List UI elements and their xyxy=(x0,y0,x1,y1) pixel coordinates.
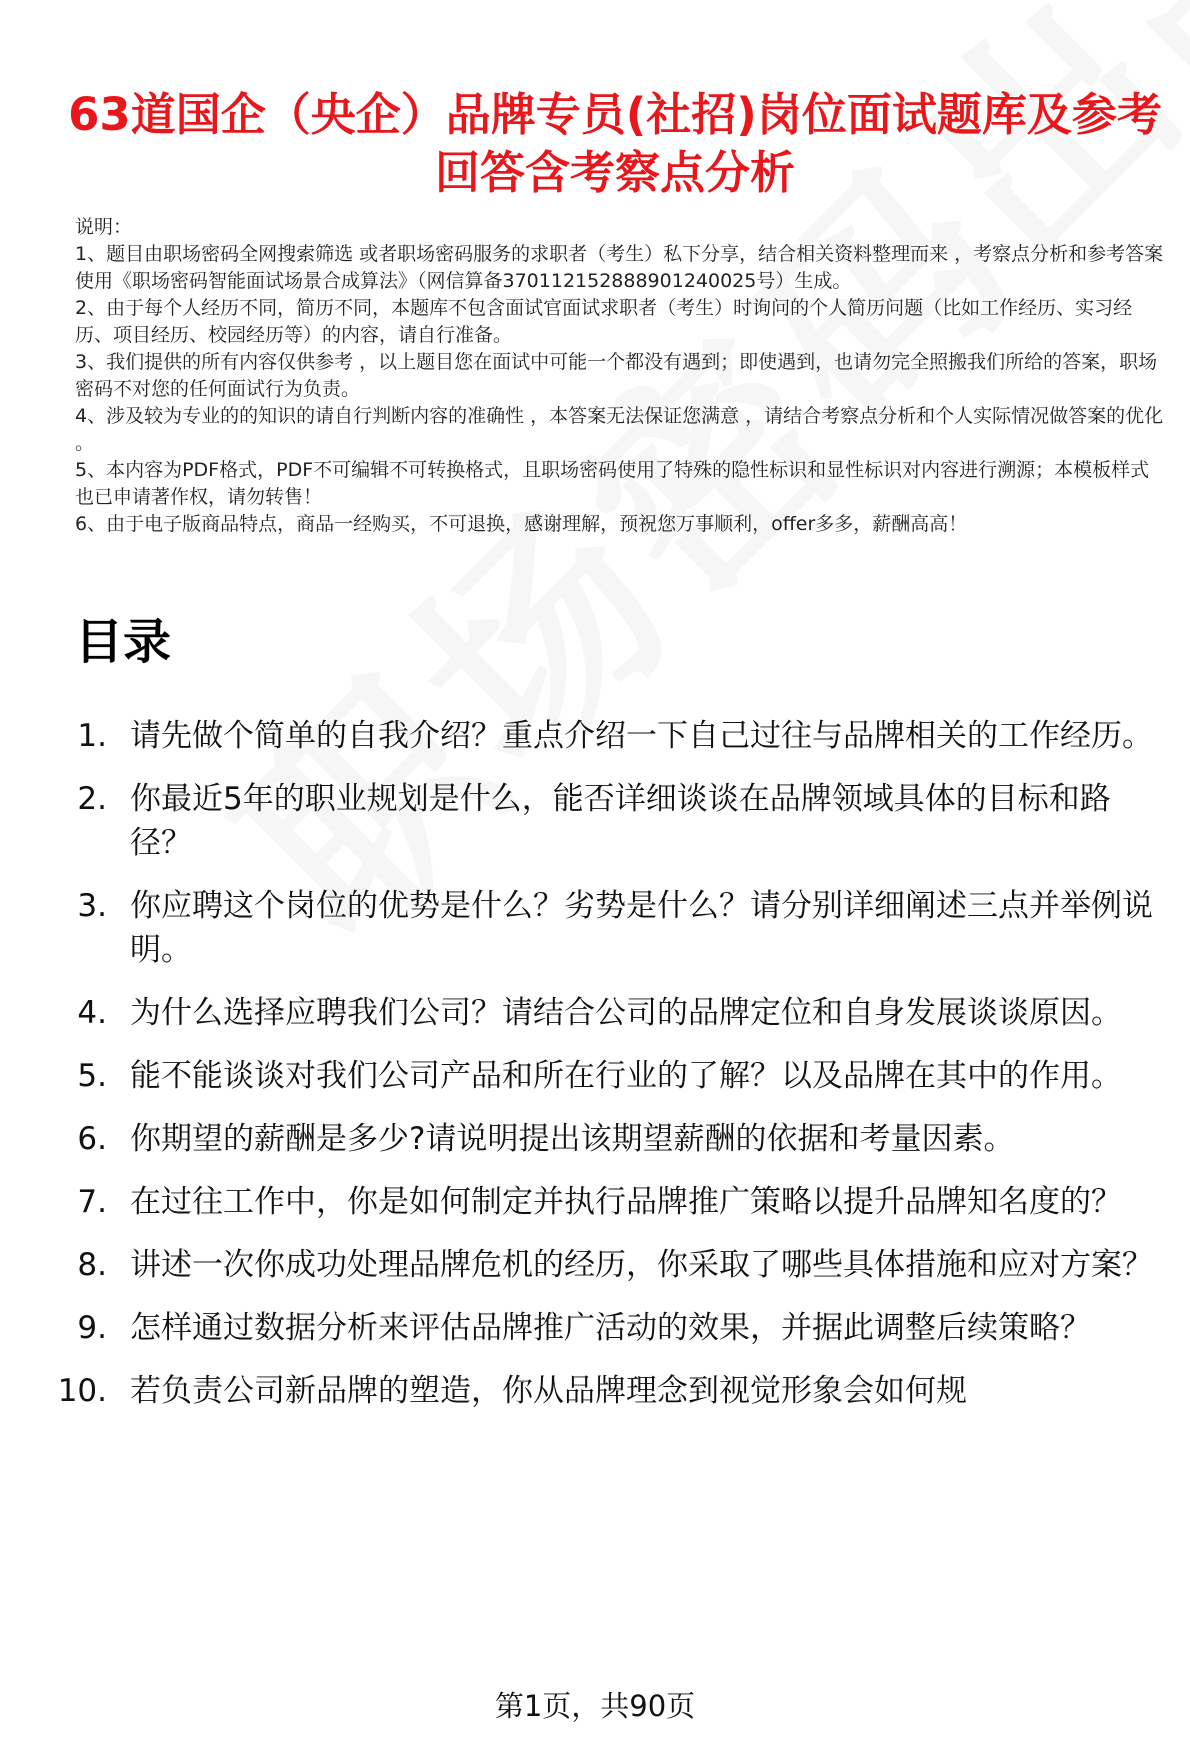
toc-item-number: 2. xyxy=(77,781,107,817)
note-item-1: 1、题目由职场密码全网搜索筛选 或者职场密码服务的求职者（考生）私下分享，结合相关资料整理而来 ，考察点分析和参考答案使用《职场密码智能面试场景合成算法》（网信算备370112152888901240025号）生成。 xyxy=(75,243,1164,292)
toc-item[interactable] xyxy=(40,1180,1170,1224)
toc-item-number: 8. xyxy=(77,1247,107,1283)
toc-item-number: 1. xyxy=(77,718,107,754)
note-item-5: 5、本内容为PDF格式，PDF不可编辑不可转换格式，且职场密码使用了特殊的隐性标识和显性标识对内容进行溯源；本模板样式也已申请著作权，请勿转售！ xyxy=(75,459,1150,508)
toc-item[interactable] xyxy=(40,1369,1170,1413)
toc-item-number: 7. xyxy=(77,1184,107,1220)
toc-item-text[interactable]: 请先做个简单的自我介绍？重点介绍一下自己过往与品牌相关的工作经历。 xyxy=(130,718,1153,754)
toc-item[interactable] xyxy=(40,1054,1170,1098)
page-number: 第1页，共90页 xyxy=(494,1689,696,1723)
toc-item-text[interactable]: 在过往工作中，你是如何制定并执行品牌推广策略以提升品牌知名度的？ xyxy=(130,1184,1122,1220)
toc-item[interactable] xyxy=(40,1117,1170,1161)
notes-heading: 说明： xyxy=(75,216,133,238)
toc-item[interactable] xyxy=(40,777,1170,865)
toc-item[interactable] xyxy=(40,1243,1170,1287)
note-item-6: 6、由于电子版商品特点，商品一经购买，不可退换，感谢理解，预祝您万事顺利，offer多多，薪酬高高！ xyxy=(75,513,968,535)
document-title: 63道国企（央企）品牌专员(社招)岗位面试题库及参考回答含考察点分析 xyxy=(68,88,1162,200)
toc-item[interactable] xyxy=(40,714,1170,758)
toc-item-text[interactable]: 能不能谈谈对我们公司产品和所在行业的了解？以及品牌在其中的作用。 xyxy=(130,1058,1122,1094)
toc-item-text[interactable]: 怎样通过数据分析来评估品牌推广活动的效果，并据此调整后续策略？ xyxy=(130,1310,1091,1346)
toc-item-number: 6. xyxy=(77,1121,107,1157)
toc-item-number: 9. xyxy=(77,1310,107,1346)
toc-item-number: 3. xyxy=(77,888,107,924)
toc-item[interactable] xyxy=(40,1306,1170,1350)
toc-item-text[interactable]: 为什么选择应聘我们公司？请结合公司的品牌定位和自身发展谈谈原因。 xyxy=(130,995,1122,1031)
note-item-4: 4、涉及较为专业的的知识的请自行判断内容的准确性 ，本答案无法保证您满意 ，请结合考察点分析和个人实际情况做答案的优化 。 xyxy=(75,405,1164,454)
notes-section xyxy=(75,214,1165,538)
toc-item-text[interactable]: 你应聘这个岗位的优势是什么？劣势是什么？请分别详细阐述三点并举例说明。 xyxy=(130,888,1153,968)
toc-item-text[interactable]: 你最近5年的职业规划是什么，能否详细谈谈在品牌领域具体的目标和路径？ xyxy=(130,781,1111,861)
toc-heading: 目录 xyxy=(75,614,172,670)
toc-item[interactable] xyxy=(40,991,1170,1035)
toc-item-number: 10. xyxy=(57,1373,107,1409)
toc-item-text[interactable]: 你期望的薪酬是多少?请说明提出该期望薪酬的依据和考量因素。 xyxy=(130,1121,1015,1157)
toc-item-number: 5. xyxy=(77,1058,107,1094)
toc-list xyxy=(40,714,1170,1432)
toc-item-text[interactable]: 若负责公司新品牌的塑造，你从品牌理念到视觉形象会如何规 xyxy=(130,1373,967,1409)
note-item-3: 3、我们提供的所有内容仅供参考 ，以上题目您在面试中可能一个都没有遇到；即使遇到，也请勿完全照搬我们所给的答案，职场密码不对您的任何面试行为负责。 xyxy=(75,351,1158,400)
note-item-2: 2、由于每个人经历不同，简历不同，本题库不包含面试官面试求职者（考生）时询问的个人简历问题（比如工作经历、实习经历、项目经历、校园经历等）的内容，请自行准备。 xyxy=(75,297,1133,346)
toc-item[interactable] xyxy=(40,884,1170,972)
toc-item-number: 4. xyxy=(77,995,107,1031)
toc-item-text[interactable]: 讲述一次你成功处理品牌危机的经历，你采取了哪些具体措施和应对方案？ xyxy=(130,1247,1153,1283)
